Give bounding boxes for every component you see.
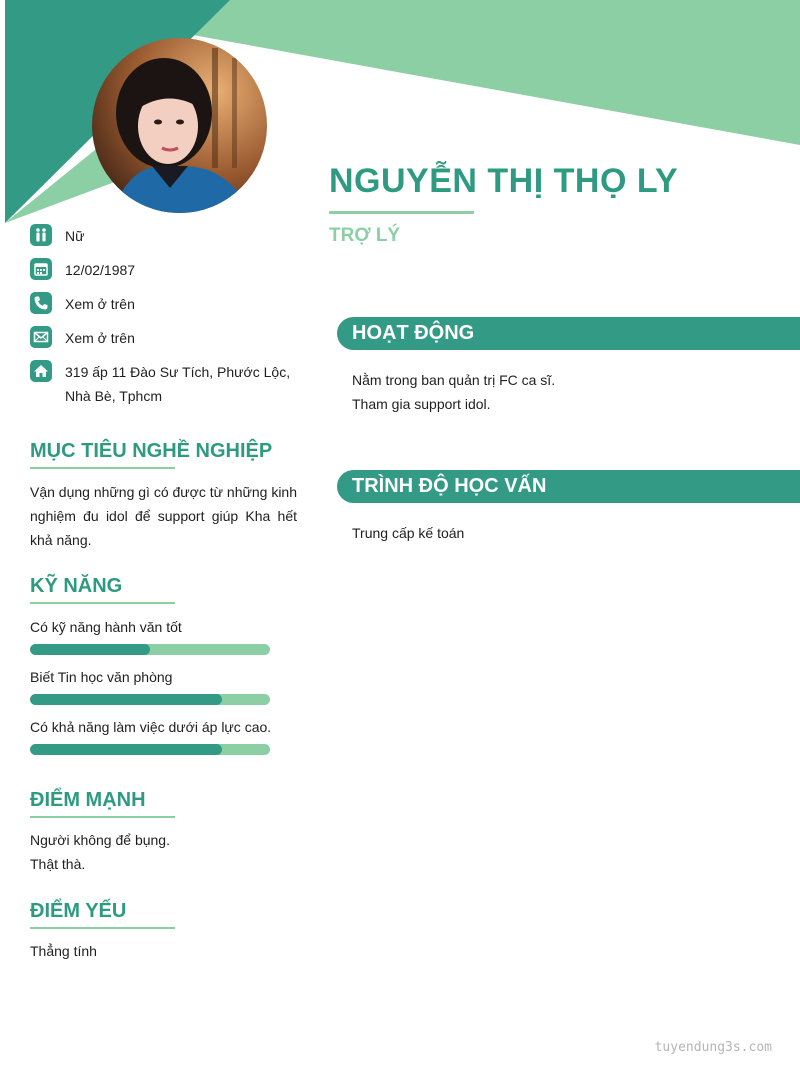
weaknesses-underline: [30, 927, 175, 929]
email-value: Xem ở trên: [65, 330, 135, 346]
home-icon: [30, 360, 52, 382]
activities-heading-bar: [337, 317, 800, 350]
strengths-underline: [30, 816, 175, 818]
activity-item: Nằm trong ban quản trị FC ca sĩ.: [352, 372, 556, 388]
skill-bar-fill: [30, 644, 150, 655]
gender-value: Nữ: [65, 228, 85, 244]
objective-text: Vận dụng những gì có được từ những kinh nghiệm đu idol để support giúp Kha hết khả năng.: [30, 484, 297, 548]
activities-heading: HOẠT ĐỘNG: [352, 322, 475, 344]
skill-bar-fill: [30, 694, 222, 705]
contact-birthday: [30, 258, 300, 282]
contact-address: [30, 360, 300, 408]
calendar-icon: [30, 258, 52, 280]
weaknesses-heading: ĐIỂM YẾU: [30, 900, 127, 922]
contact-gender: [30, 224, 300, 248]
objective-heading: MỤC TIÊU NGHỀ NGHIỆP: [30, 440, 273, 462]
skill-bar-fill: [30, 744, 222, 755]
birthday-value: 12/02/1987: [65, 262, 136, 278]
name-underline: [329, 211, 474, 214]
contact-email: [30, 326, 300, 350]
strengths-heading: ĐIỂM MẠNH: [30, 789, 146, 811]
skill-bar: [30, 744, 270, 755]
skills-underline: [30, 602, 175, 604]
gender-icon: [30, 224, 52, 246]
skill-bar: [30, 694, 270, 705]
phone-icon: [30, 292, 52, 314]
skills-heading: KỸ NĂNG: [30, 575, 123, 597]
skill-label: Có kỹ năng hành văn tốt: [30, 619, 182, 635]
activity-item: Tham gia support idol.: [352, 396, 491, 412]
skill-bar: [30, 644, 270, 655]
skill-label: Biết Tin học văn phòng: [30, 669, 173, 685]
watermark: tuyendung3s.com: [654, 1040, 772, 1055]
objective-underline: [30, 467, 175, 469]
job-title: TRỢ LÝ: [329, 225, 401, 246]
avatar: [92, 38, 267, 213]
strength-item: Thật thà.: [30, 856, 86, 872]
email-icon: [30, 326, 52, 348]
education-heading-bar: [337, 470, 800, 503]
candidate-name: NGUYỄN THỊ THỌ LY: [329, 162, 679, 200]
weakness-item: Thẳng tính: [30, 943, 97, 959]
strength-item: Người không để bụng.: [30, 832, 170, 848]
education-heading: TRÌNH ĐỘ HỌC VẤN: [352, 475, 547, 497]
address-value: 319 ấp 11 Đào Sư Tích, Phước Lộc, Nhà Bè, Tphcm: [65, 364, 291, 404]
phone-value: Xem ở trên: [65, 296, 135, 312]
skill-label: Có khả năng làm việc dưới áp lực cao.: [30, 719, 272, 735]
education-item: Trung cấp kế toán: [352, 525, 465, 541]
contact-phone: [30, 292, 300, 316]
